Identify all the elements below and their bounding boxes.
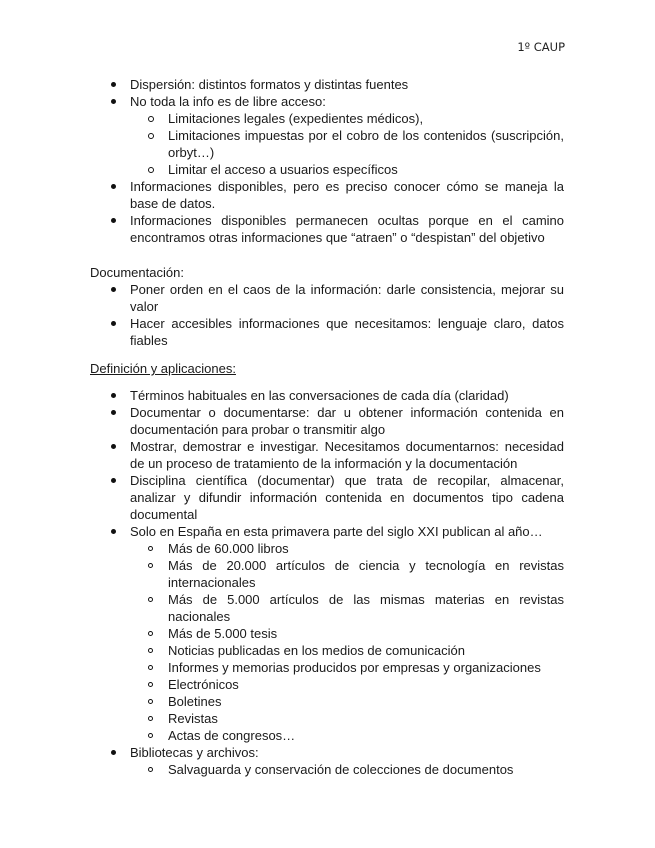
- sub-list-item: Más de 5.000 artículos de las mismas materias en revistas nacionales: [130, 591, 564, 625]
- list-item: Poner orden en el caos de la información: darle consistencia, mejorar su valor: [90, 281, 564, 315]
- list-item: Hacer accesibles informaciones que necesitamos: lenguaje claro, datos fiables: [90, 315, 564, 349]
- list-item: Informaciones disponibles, pero es preciso conocer cómo se maneja la base de datos.: [90, 178, 564, 212]
- sub-list-item: Electrónicos: [130, 676, 564, 693]
- sub-list-item: Boletines: [130, 693, 564, 710]
- sub-list-item: Limitar el acceso a usuarios específicos: [130, 161, 564, 178]
- list-item: Informaciones disponibles permanecen ocultas porque en el camino encontramos otras informaciones que “atraen” o “despistan” del objetivo: [90, 212, 564, 246]
- sub-list-item: Informes y memorias producidos por empresas y organizaciones: [130, 659, 564, 676]
- list-item: No toda la info es de libre acceso: Limitaciones legales (expedientes médicos), Limitaciones impuestas por el cobro de los contenidos (suscripción, orbyt…) Limitar el acceso a usuarios específicos: [90, 93, 564, 178]
- list-item: Mostrar, demostrar e investigar. Necesitamos documentarnos: necesidad de un proceso de tratamiento de la información y la documentación: [90, 438, 564, 472]
- sub-list: [130, 540, 564, 744]
- sub-list-item: Revistas: [130, 710, 564, 727]
- sub-list-item: Limitaciones impuestas por el cobro de los contenidos (suscripción, orbyt…): [130, 127, 564, 161]
- document-body: [90, 76, 564, 778]
- spacer: [90, 377, 564, 387]
- definicion-heading: Definición y aplicaciones:: [90, 361, 236, 376]
- list-item: Solo en España en esta primavera parte del siglo XXI publican al año… Más de 60.000 libros Más de 20.000 artículos de ciencia y tecnología en revistas internacionales Más de 5.000 artículos de las mismas materias en revistas nacionales Más de 5.000 tesis Noticias publicadas en los medios de comunicación Informes y memorias producidos por empresas y organizaciones Electrónicos Boletines Revistas Actas de congresos…: [90, 523, 564, 744]
- list-item: Dispersión: distintos formatos y distintas fuentes: [90, 76, 564, 93]
- sub-list-item: Actas de congresos…: [130, 727, 564, 744]
- list-item: Bibliotecas y archivos: Salvaguarda y conservación de colecciones de documentos: [90, 744, 564, 778]
- sub-list: [130, 110, 564, 178]
- list-item: Documentar o documentarse: dar u obtener información contenida en documentación para probar o transmitir algo: [90, 404, 564, 438]
- sub-list-item: Noticias publicadas en los medios de comunicación: [130, 642, 564, 659]
- sub-list-item: Salvaguarda y conservación de colecciones de documentos: [130, 761, 564, 778]
- sub-list-item: Limitaciones legales (expedientes médicos),: [130, 110, 564, 127]
- list-item: Términos habituales en las conversaciones de cada día (claridad): [90, 387, 564, 404]
- sub-list-item: Más de 5.000 tesis: [130, 625, 564, 642]
- sub-list-item: Más de 60.000 libros: [130, 540, 564, 557]
- sub-list-item: Más de 20.000 artículos de ciencia y tecnología en revistas internacionales: [130, 557, 564, 591]
- sub-list: [130, 761, 564, 778]
- documentacion-list: [90, 281, 564, 349]
- block1-list: [90, 76, 564, 246]
- page-header: 1º CAUP: [517, 40, 565, 54]
- list-item: Disciplina científica (documentar) que trata de recopilar, almacenar, analizar y difundir información contenida en documentos tipo cadena documental: [90, 472, 564, 523]
- definicion-list: [90, 387, 564, 778]
- documentacion-heading: Documentación:: [90, 265, 184, 280]
